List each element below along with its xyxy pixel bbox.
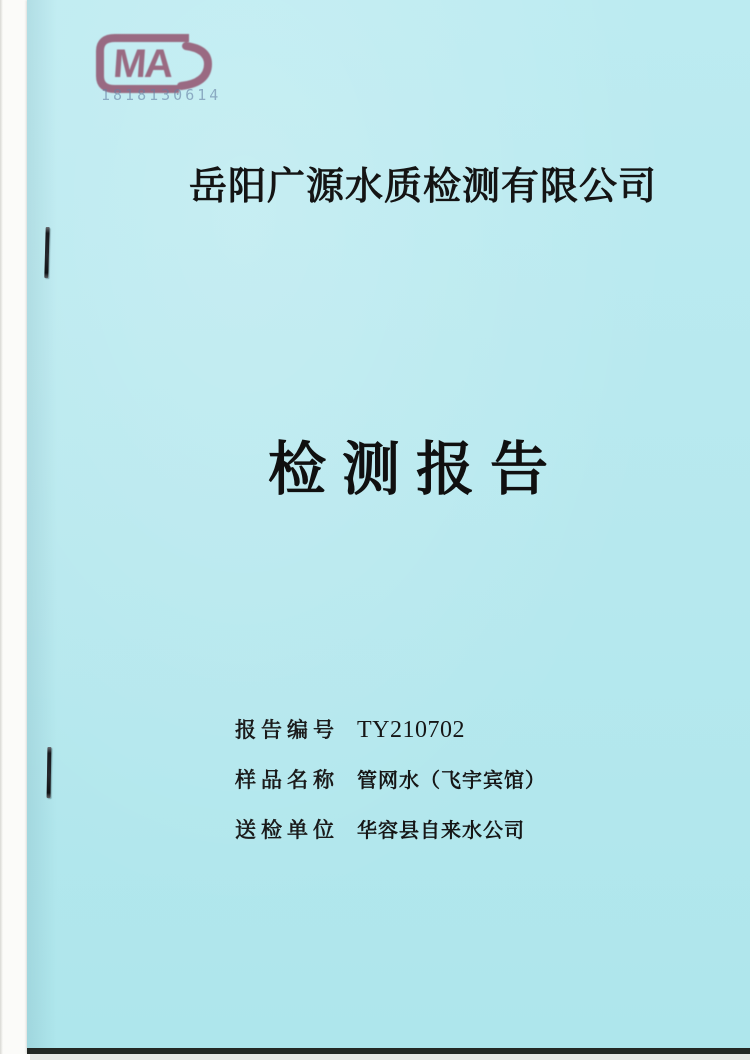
report-title: 检测报告 [268, 437, 565, 502]
cover-fields [235, 714, 655, 864]
company-name-title: 岳阳广源水质检测有限公司 [189, 166, 658, 208]
submitting-unit-value: 华容县自来水公司 [357, 820, 525, 842]
report-cover-page [27, 0, 750, 1054]
page-bottom-edge [0, 1054, 750, 1060]
stamp-serial-number: 1818130614 [101, 86, 222, 104]
staple-bottom [47, 747, 52, 798]
report-number-value: TY210702 [357, 717, 465, 743]
field-row-report-number [235, 714, 655, 743]
scanner-edge-shadow [0, 0, 3, 1060]
cma-stamp-letters: MA [111, 42, 174, 86]
sample-name-value: 管网水（飞宇宾馆） [357, 770, 546, 792]
staple-top [44, 227, 49, 278]
sample-name-label: 样品名称 [235, 769, 339, 792]
submitting-unit-label: 送检单位 [235, 819, 339, 842]
field-row-sample-name [235, 764, 655, 792]
field-row-submitting-unit [235, 814, 655, 842]
report-number-label: 报告编号 [235, 719, 339, 742]
